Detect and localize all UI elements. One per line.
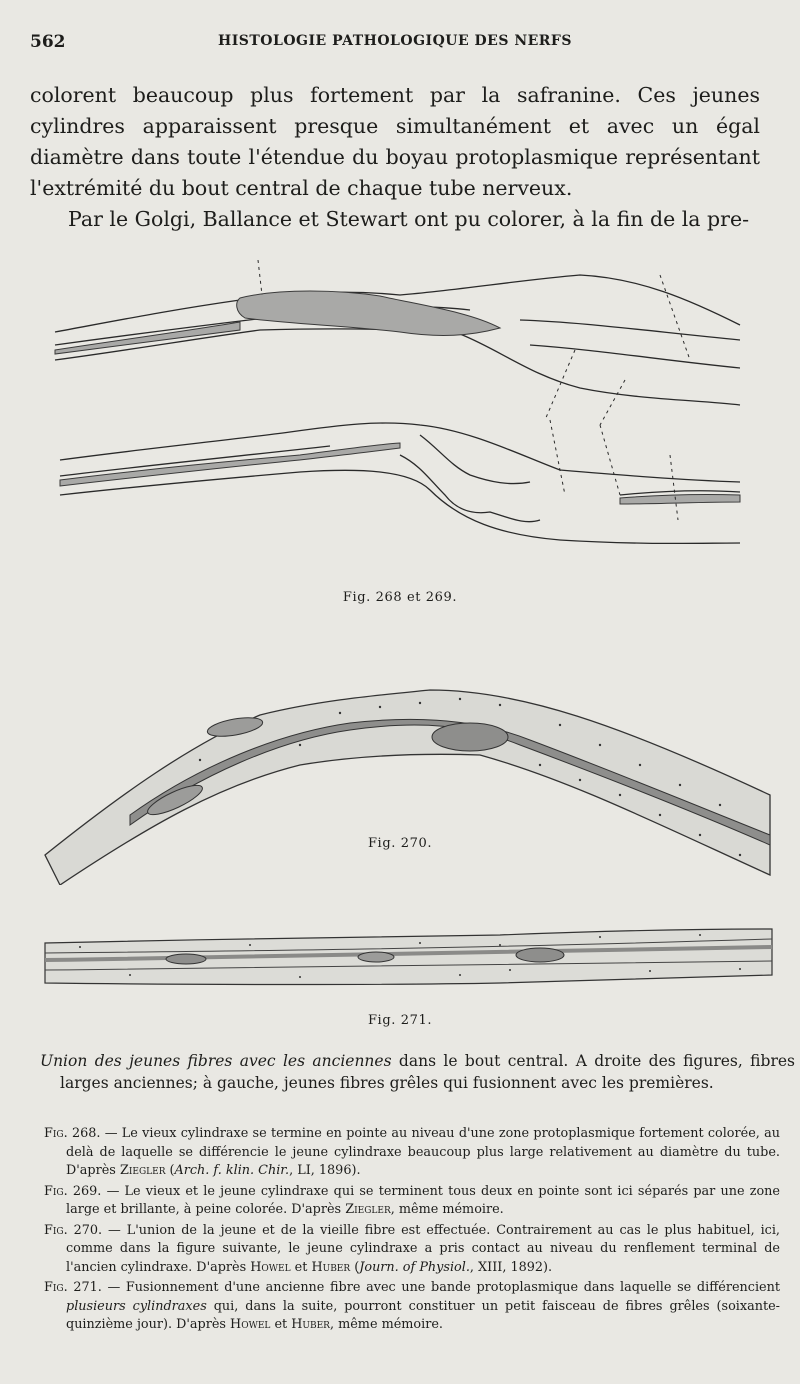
paragraph-2: Par le Golgi, Ballance et Stewart ont pu colorer, à la fin de la pre- [68, 207, 750, 231]
note-italic: plusieurs cylindraxes [66, 1298, 207, 1314]
note-author: Huber [291, 1317, 330, 1332]
fig268-guide-2 [660, 275, 690, 360]
body-text [30, 80, 760, 235]
figure-268-269 [0, 250, 800, 580]
figure-271 [0, 925, 800, 995]
page-number: 562 [30, 32, 66, 52]
fig268-269-caption: Fig. 268 et 269. [342, 590, 458, 605]
note-fig269 [44, 1183, 780, 1220]
legend-intro-rest: dans le bout central. A droite des figures, fibres larges anciennes; à gauche, jeunes fibres grêles qui fusionnent avec les premières. [60, 1052, 795, 1092]
note-fig268 [44, 1125, 780, 1181]
note-author: Ziegler [119, 1163, 166, 1178]
note-text: ( [350, 1259, 360, 1275]
figure-270 [0, 685, 800, 885]
figure-notes [44, 1125, 780, 1337]
fig271-node-1 [166, 954, 206, 964]
note-text: et [270, 1317, 292, 1332]
note-author: Huber [311, 1259, 351, 1275]
note-text: et [290, 1259, 312, 1275]
fig269-guide-1 [550, 420, 565, 495]
note-fig270 [44, 1222, 780, 1278]
fig268-guide-1 [258, 260, 262, 295]
fig271-node-2 [358, 952, 394, 962]
note-text: , même mémoire. [329, 1317, 443, 1332]
note-reference: Arch. f. klin. Chir. [174, 1163, 290, 1178]
note-author: Howel [250, 1259, 291, 1275]
note-text: , LI, 1896). [289, 1163, 361, 1178]
fig269-wavy-zone [400, 455, 540, 522]
fig270-caption: Fig. 270. [367, 836, 433, 851]
fig268-new-fibre2 [530, 345, 740, 368]
fig268-stained-zone [237, 291, 500, 335]
note-text: ( [165, 1163, 175, 1178]
figure-legend-intro [40, 1050, 795, 1094]
fig271-caption: Fig. 271. [367, 1013, 433, 1028]
note-author: Howel [230, 1317, 271, 1332]
note-text: — Le vieux et le jeune cylindraxe qui se terminent tous deux en pointe sont ici séparés par une zone large et brillante, à peine colorée. D'après [66, 1183, 780, 1217]
note-text: , même mémoire. [390, 1202, 504, 1217]
fig268-new-fibre [520, 320, 740, 340]
fig270-swelling [432, 723, 508, 751]
fig269-outline-lower [60, 470, 740, 543]
note-text: qui, dans la suite, pourront constituer un petit faisceau de fibres grêles (soixante-quinzième jour). D'après [66, 1298, 781, 1332]
fig271-node-3 [516, 948, 564, 962]
note-text: — Le vieux cylindraxe se termine en pointe au niveau d'une zone protoplasmique fortement colorée, au delà de laquelle se différencie le jeune cylindraxe beaucoup plus large relativement au diamètre du tube. D'après [66, 1126, 780, 1178]
note-label: Fig. 271. [44, 1280, 102, 1295]
note-label: Fig. 268. [44, 1126, 101, 1141]
note-text: — Fusionnement d'une ancienne fibre avec une bande protoplasmique dans laquelle se différencient [101, 1280, 781, 1295]
running-title: HISTOLOGIE PATHOLOGIQUE DES NERFS [218, 33, 572, 49]
note-text: — L'union de la jeune et de la vieille fibre est effectuée. Contrairement au cas le plus habituel, ici, comme dans la figure suivante, le jeune cylindraxe a pris contact au niveau du renflement terminal de l'ancien cylindraxe. D'après [66, 1222, 780, 1275]
fig269-new-axis [620, 494, 740, 504]
legend-intro-italic: Union des jeunes fibres avec les anciennes [40, 1052, 392, 1070]
note-label: Fig. 270. [44, 1222, 103, 1238]
running-header [30, 32, 760, 56]
fig269-guide-3 [600, 425, 620, 495]
note-reference: Journ. of Physiol. [359, 1259, 470, 1275]
paragraph-1: colorent beaucoup plus fortement par la safranine. Ces jeunes cylindres apparaissent presque simultanément et avec un égal diamètre dans toute l'étendue du boyau protoplasmique représentant l'extrémité du bout central de chaque tube nerveux. [30, 83, 760, 200]
fig269-guide-2 [600, 380, 625, 425]
note-label: Fig. 269. [44, 1183, 102, 1199]
fig269-guide-4 [670, 455, 678, 520]
fig269-old-axis [60, 443, 400, 486]
fig269-wavy-zone2 [420, 435, 530, 484]
note-fig271 [44, 1279, 780, 1335]
note-text: , XIII, 1892). [469, 1259, 553, 1275]
note-author: Ziegler [345, 1202, 391, 1217]
